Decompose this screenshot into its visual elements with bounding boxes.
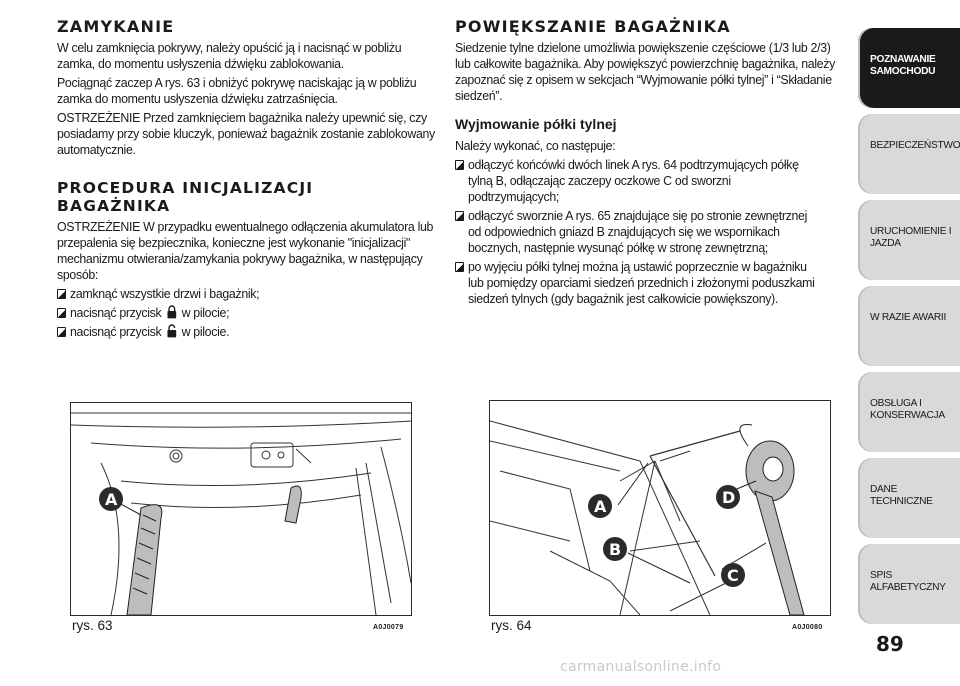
- section-heading-closing: ZAMYKANIE: [57, 17, 175, 36]
- text-after: w pilocie.: [181, 324, 230, 339]
- figure-caption: rys. 64: [491, 618, 532, 633]
- paragraph: Pociągnąć zaczep A rys. 63 i obniżyć pokrywę naciskając ją w pobliżu zamka do momentu usłyszenia dźwięku zatrzaśnięcia.: [57, 75, 417, 106]
- padlock-open-icon: [166, 324, 176, 338]
- tab-label: URUCHOMIENIE I JAZDA: [870, 226, 952, 249]
- tab-label: BEZPIECZEŃSTWO: [870, 140, 960, 151]
- paragraph: Należy wykonać, co następuje:: [455, 138, 616, 153]
- tab-w-razie-awarii[interactable]: [858, 286, 960, 366]
- parcel-shelf-illustration: [490, 401, 830, 615]
- checkbox-bullet-icon: [57, 308, 66, 318]
- left-column: [57, 18, 439, 343]
- list-item-text: odłączyć końcówki dwóch linek A rys. 64 podtrzymujących półkę tylną B, odłączając zaczepy oczkowe C od sworzni podtrzymujących;: [468, 157, 799, 204]
- heading-line: BAGAŻNIKA: [57, 197, 171, 215]
- checkbox-bullet-icon: [455, 160, 464, 170]
- callout-c-label: C: [727, 566, 739, 585]
- right-column: [455, 18, 845, 310]
- list-item-text: po wyjęciu półki tylnej można ją ustawić poprzecznie w bagażniku lub pomiędzy oparciami siedzeń przednich i złożonymi poduszkami siedzeń tylnych (gdy bagażnik jest całkowicie powiększony).: [468, 259, 815, 306]
- tab-label: OBSŁUGA I KONSERWACJA: [870, 398, 945, 421]
- list-item-text: [70, 324, 229, 340]
- paragraph: Siedzenie tylne dzielone umożliwia powiększenie częściowe (1/3 lub 2/3) lub całkowite bagażnika. Aby powiększyć powierzchnię bagażnika, należy zapoznać się z opisem w sekcjach “Wyjmowanie półki tylnej” i “Składanie siedzeń”.: [455, 40, 836, 103]
- callout-a-label: A: [105, 490, 118, 509]
- tab-spis-alfabetyczny[interactable]: [858, 544, 960, 624]
- list-item: [57, 286, 439, 302]
- section-heading-init: [57, 179, 439, 215]
- heading-line: PROCEDURA INICJALIZACJI: [57, 179, 314, 197]
- warning-paragraph: OSTRZEŻENIE W przypadku ewentualnego odłączenia akumulatora lub przepalenia się bezpiecznika, konieczne jest wykonanie "inicjalizacji" mechanizmu otwierania/zamykania pokrywy bagażnika, w następujący sposób:: [57, 219, 434, 282]
- tab-dane-techniczne[interactable]: [858, 458, 960, 538]
- checkbox-bullet-icon: [57, 289, 66, 299]
- text-before: nacisnąć przycisk: [70, 305, 162, 320]
- tab-bezpieczenstwo[interactable]: [858, 114, 960, 194]
- list-item: [455, 157, 845, 205]
- trunk-lid-illustration: [71, 403, 411, 615]
- checkbox-bullet-icon: [455, 211, 464, 221]
- tab-poznawanie-samochodu[interactable]: [858, 28, 960, 108]
- checkbox-bullet-icon: [455, 262, 464, 272]
- figure-63: [70, 402, 412, 616]
- section-heading-enlarge: POWIĘKSZANIE BAGAŻNIKA: [455, 17, 731, 36]
- list-item: [455, 259, 845, 307]
- tab-uruchomienie-i-jazda[interactable]: [858, 200, 960, 280]
- text-after: w pilocie;: [181, 305, 230, 320]
- list-item: [57, 305, 439, 321]
- paragraph: W celu zamknięcia pokrywy, należy opuścić ją i nacisnąć w pobliżu zamka, do momentu usłyszenia dźwięku zablokowania.: [57, 40, 402, 71]
- text-before: nacisnąć przycisk: [70, 324, 162, 339]
- tab-label: W RAZIE AWARII: [870, 312, 946, 323]
- list-item-text: zamknąć wszystkie drzwi i bagażnik;: [70, 286, 260, 301]
- checkbox-bullet-icon: [57, 327, 66, 337]
- page-number: 89: [876, 632, 904, 656]
- padlock-icon: [166, 305, 176, 319]
- callout-d-label: D: [722, 488, 736, 507]
- figure-code: A0J0080: [792, 624, 823, 631]
- callout-b-label: B: [609, 540, 622, 559]
- list-item-text: odłączyć sworznie A rys. 65 znajdujące się po stronie zewnętrznej od odpowiednich gniazd B znajdujących się we wspornikach bocznych, następnie wysunąć półkę w stronę zewnętrzną;: [468, 208, 808, 255]
- watermark: carmanualsonline.info: [560, 659, 722, 675]
- tab-label: POZNAWANIE SAMOCHODU: [870, 54, 936, 77]
- list-item: [57, 324, 439, 340]
- tab-label: SPIS ALFABETYCZNY: [870, 570, 946, 593]
- figure-64: [489, 400, 831, 616]
- chapter-tabs: [858, 28, 960, 630]
- tab-label: DANE TECHNICZNE: [870, 484, 933, 507]
- tab-obsluga-i-konserwacja[interactable]: [858, 372, 960, 452]
- figure-code: A0J0079: [373, 624, 404, 631]
- callout-a-label: A: [594, 497, 607, 516]
- warning-paragraph: OSTRZEŻENIE Przed zamknięciem bagażnika należy upewnić się, czy posiadamy przy sobie kluczyk, ponieważ bagażnik zostanie zablokowany automatycznie.: [57, 110, 435, 157]
- list-item: [455, 208, 845, 256]
- list-item-text: [70, 305, 229, 321]
- figure-caption: rys. 63: [72, 618, 113, 633]
- subheading: Wyjmowanie półki tylnej: [455, 116, 617, 132]
